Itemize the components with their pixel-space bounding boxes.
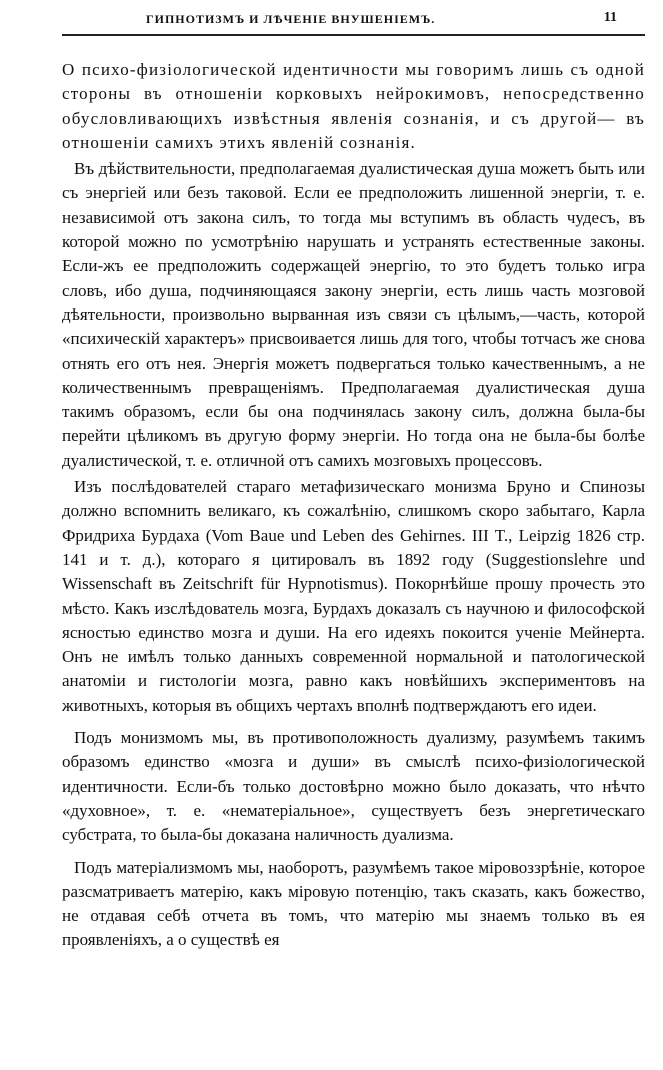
page-header: [62, 0, 645, 38]
paragraph: Подъ монизмомъ мы, въ противоположность дуализму, разумѣемъ такимъ образомъ единство «мозга и души» въ смыслѣ психо-физіологической идентичности. Если-бъ только достовѣрно можно было доказать, что нѣчто «духовное», т. е. «нематеріальное», существуетъ безъ энергетическаго субстрата, то была-бы доказана наличность дуализма.: [62, 728, 645, 845]
header-rule: [62, 34, 645, 36]
paragraph: Въ дѣйствительности, предполагаемая дуалистическая душа можетъ быть или съ энергіей или безъ таковой. Если ее предположить лишенной энергіи, т. е. независимой отъ закона силъ, то тогда мы вступимъ въ область чудесъ, въ которой можно по усмотрѣнію нарушать и устранять естественные законы. Если-жъ ее предположить содержащей энергію, то это будетъ только игра словъ, ибо душа, подчиняющаяся закону энергіи, есть лишь часть мозговой дѣятельности, произвольно вырванная изъ связи съ цѣлымъ,—часть, которой «психическій характеръ» присвоивается лишь для того, чтобы тотчасъ же снова отнять его отъ нея. Энергія можетъ подвергаться только качественнымъ, а не количественнымъ превращеніямъ. Предполагаемая дуалистическая душа такимъ образомъ, если бы она подчинялась закону силъ, должна была-бы перейти цѣликомъ въ другую форму энергіи. Но тогда она не была-бы болѣе дуалистической, т. е. отличной отъ самихъ мозговыхъ процессовъ.: [62, 159, 645, 470]
running-title: ГИПНОТИЗМЪ И ЛѢЧЕНІЕ ВНУШЕНІЕМЪ.: [146, 12, 436, 26]
paragraph: О психо-физіологической идентичности мы говоримъ лишь съ одной стороны въ отношеніи корковыхъ нейрокимовъ, непосредственно обусловливающихъ извѣстныя явленія сознанія, и съ другой— въ отношеніи самихъ этихъ явленій сознанія.: [62, 60, 645, 152]
body-text: [62, 58, 645, 1070]
page-number: 11: [603, 10, 617, 25]
paragraph: Подъ матеріализмомъ мы, наоборотъ, разумѣемъ такое міровоззрѣніе, которое разсматриваетъ матерію, какъ міровую потенцію, такъ сказать, какъ божество, не отдавая себѣ отчета въ томъ, что матерію мы знаемъ только въ ея проявленіяхъ, а о существѣ ея: [62, 857, 645, 950]
paragraph: Изъ послѣдователей стараго метафизическаго монизма Бруно и Спинозы должно вспомнить великаго, къ сожалѣнію, слишкомъ скоро забытаго, Карла Фридриха Бурдаха (Vom Baue und Leben des Gehirnes. III T., Leipzig 1826 стр. 141 и т. д.), котораго я цитировалъ въ 1892 году (Suggestionslehre und Wissenschaft въ Zeitschrift für Hypnotismus). Покорнѣйше прошу прочесть это мѣсто. Какъ изслѣдователь мозга, Бурдахъ доказалъ съ научною и философской ясностью единство мозга и души. На его идеяхъ покоится ученіе Мейнерта. Онъ не имѣлъ только данныхъ современной нормальной и патологической анатоміи и гистологіи мозга, равно какъ новѣйшихъ экспериментовъ на животныхъ, которыя въ общихъ чертахъ вполнѣ подтверждаютъ его идеи.: [62, 477, 645, 715]
